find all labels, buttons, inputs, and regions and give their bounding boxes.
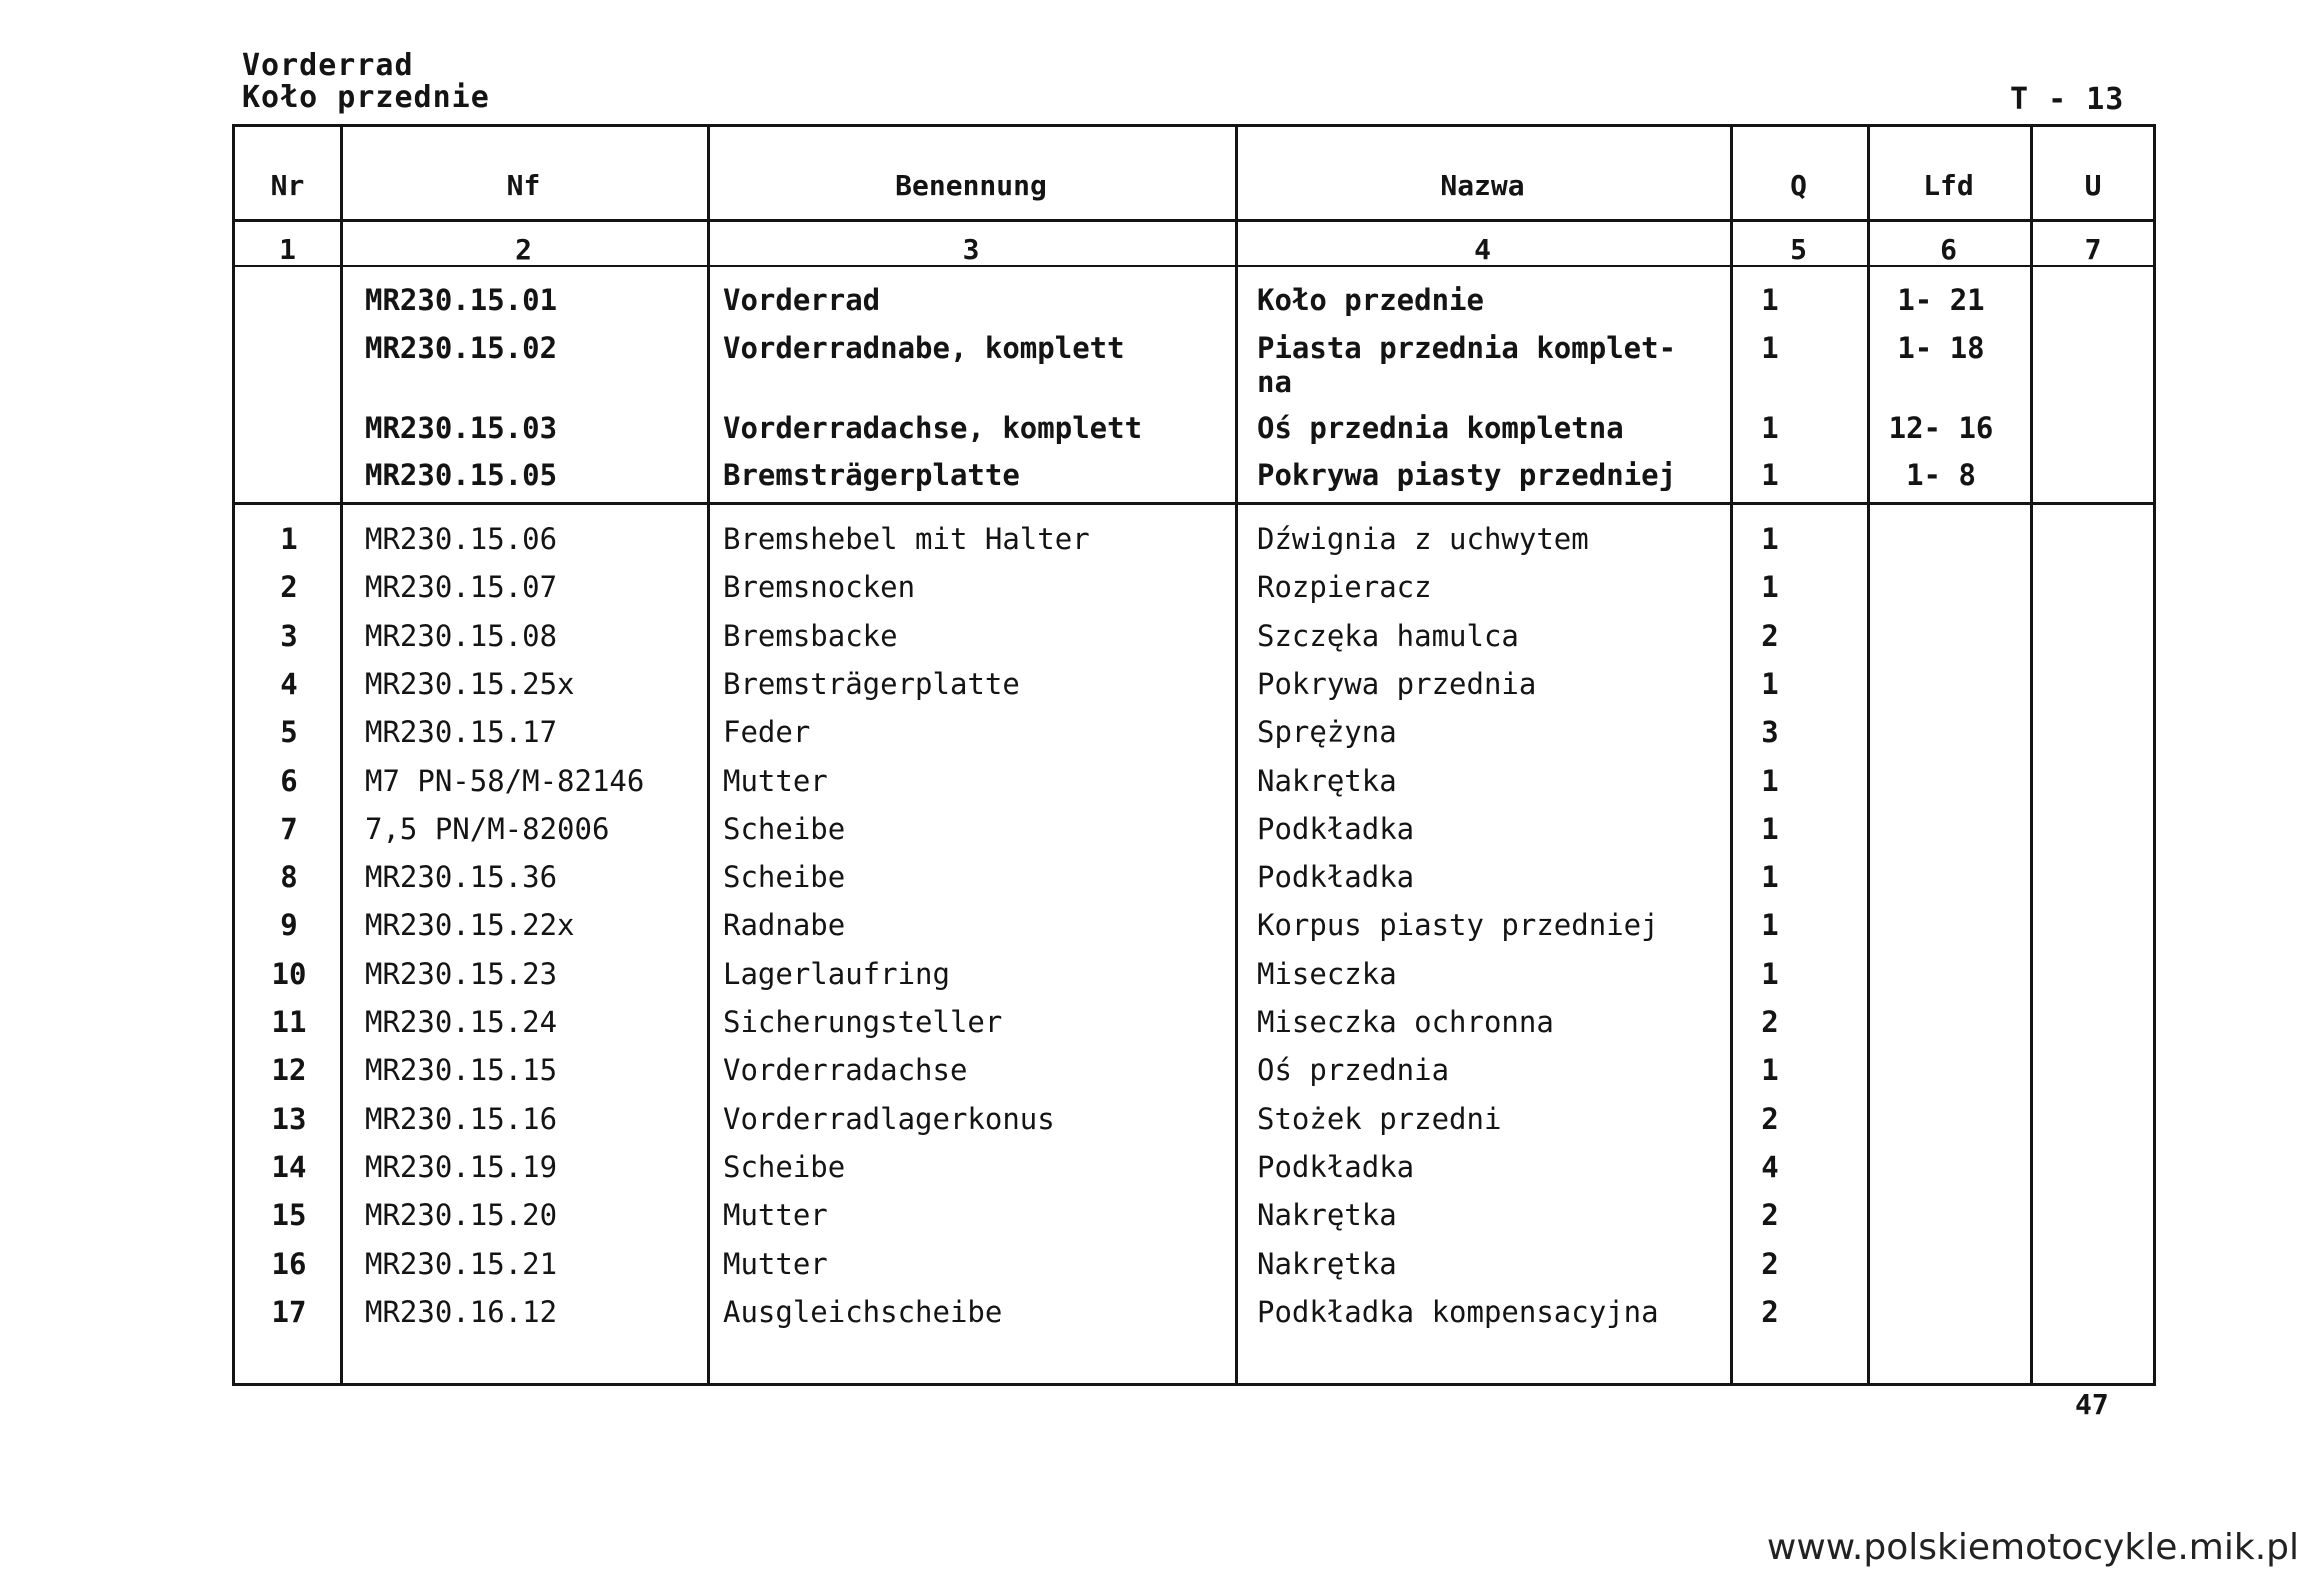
nr-cell: 11 [271,1005,307,1039]
nazwa-cell: Oś przednia [1257,1053,1450,1088]
page-number: 47 [2075,1388,2109,1421]
table-row [235,564,2153,610]
benennung-cell: Vorderrad [723,283,881,317]
q-cell: 2 [1761,1101,1779,1136]
nazwa-cell: Stożek przedni [1257,1101,1502,1136]
benennung-cell: Bremsnocken [723,570,916,605]
sheet-code: T - 13 [2010,82,2125,117]
benennung-cell: Bremsbacke [723,618,898,653]
lfd-cell: 1- 8 [1906,458,1976,492]
nr-cell: 17 [271,1294,307,1329]
nr-cell: 9 [280,908,298,943]
benennung-cell: Bremsträgerplatte [723,666,1020,701]
benennung-cell: Lagerlaufring [723,956,950,991]
nf-cell: MR230.15.36 [365,860,558,895]
table-row [235,1192,2153,1238]
benennung-cell: Sicherungsteller [723,1005,1003,1039]
table-row [235,613,2153,659]
table-row [235,854,2153,900]
table-row [235,405,2153,451]
nazwa-cell: Miseczka ochronna [1257,1005,1554,1039]
benennung-cell: Vorderradlagerkonus [723,1101,1055,1136]
benennung-cell: Vorderradnabe, komplett [723,331,1125,365]
nf-cell: MR230.15.24 [365,1005,558,1039]
nr-cell: 3 [280,618,298,653]
nr-cell: 8 [280,860,298,895]
table-row [235,806,2153,852]
nf-cell: MR230.15.23 [365,956,558,991]
table-row [235,999,2153,1045]
q-cell: 1 [1761,763,1779,798]
q-cell: 2 [1761,1246,1779,1281]
nazwa-cell: Pokrywa piasty przedniej [1257,458,1677,492]
lfd-cell: 12- 16 [1888,411,1994,445]
nr-cell: 1 [280,522,298,556]
nf-cell: 7,5 PN/M-82006 [365,811,610,846]
nazwa-cell: Sprężyna [1257,715,1397,750]
table-row [235,277,2153,323]
nr-cell: 12 [271,1053,307,1088]
nr-cell: 7 [280,811,298,846]
nf-cell: MR230.15.19 [365,1149,558,1184]
q-cell: 1 [1761,666,1779,701]
nf-cell: MR230.15.06 [365,522,558,556]
nazwa-cell: Miseczka [1257,956,1397,991]
q-cell: 1 [1761,956,1779,991]
benennung-cell: Scheibe [723,1149,846,1184]
table-row [235,661,2153,707]
benennung-cell: Vorderradachse, komplett [723,411,1143,445]
nazwa-cell: Rozpieracz [1257,570,1432,605]
table-row [235,1241,2153,1287]
nf-cell: MR230.15.15 [365,1053,558,1088]
q-cell: 4 [1761,1149,1779,1184]
title-german: Vorderrad [242,48,414,83]
nazwa-cell: Koło przednie [1257,283,1484,317]
nazwa-cell: Podkładka [1257,860,1415,895]
nf-cell: MR230.15.22x [365,908,575,943]
q-cell: 2 [1761,1005,1779,1039]
col-number: 5 [1790,233,1807,266]
nf-cell: MR230.15.25x [365,666,575,701]
q-cell: 1 [1761,908,1779,943]
col-number: 3 [962,233,980,266]
nazwa-cell: Podkładka [1257,811,1415,846]
table-row [235,951,2153,997]
benennung-cell: Bremshebel mit Halter [723,522,1090,556]
col-number: 6 [1940,233,1957,266]
nazwa-cell: Podkładka kompensacyjna [1257,1294,1659,1329]
nr-cell: 2 [280,570,298,605]
benennung-cell: Bremsträgerplatte [723,458,1020,492]
nazwa-cell-continued: na [1257,365,1292,399]
q-cell: 1 [1761,331,1779,365]
nf-cell: MR230.15.05 [365,458,558,492]
benennung-cell: Scheibe [723,811,846,846]
nf-cell: MR230.15.07 [365,570,558,605]
nr-cell: 5 [280,715,298,750]
nr-cell: 15 [271,1198,307,1233]
q-cell: 3 [1761,715,1779,750]
q-cell: 1 [1761,411,1779,445]
benennung-cell: Scheibe [723,860,846,895]
q-cell: 1 [1761,1053,1779,1088]
col-number: 4 [1474,233,1491,266]
table-row [235,709,2153,755]
col-header-nr: Nr [270,169,305,202]
nr-cell: 14 [271,1149,307,1184]
q-cell: 2 [1761,1198,1779,1233]
col-number: 7 [2084,233,2102,266]
table-row [235,1144,2153,1190]
table-row [235,1047,2153,1093]
table-row [235,1289,2153,1335]
nazwa-cell: Nakrętka [1257,1198,1397,1233]
table-row [235,452,2153,498]
nazwa-cell: Dźwignia z uchwytem [1257,522,1589,556]
parts-table [232,124,2156,1386]
nf-cell: MR230.15.17 [365,715,558,750]
benennung-cell: Radnabe [723,908,846,943]
nazwa-cell: Oś przednia kompletna [1257,411,1624,445]
q-cell: 1 [1761,283,1779,317]
q-cell: 2 [1761,1294,1779,1329]
col-number: 2 [515,233,532,266]
table-row [235,758,2153,804]
table-row [235,1096,2153,1142]
nf-cell: MR230.15.01 [365,283,558,317]
nr-cell: 6 [280,763,298,798]
q-cell: 1 [1761,458,1779,492]
benennung-cell: Vorderradachse [723,1053,968,1088]
col-header-q: Q [1790,169,1807,202]
nazwa-cell: Nakrętka [1257,763,1397,798]
nazwa-cell: Szczęka hamulca [1257,618,1519,653]
nf-cell: MR230.15.20 [365,1198,558,1233]
col-number: 1 [279,233,296,266]
nazwa-cell: Podkładka [1257,1149,1415,1184]
title-polish: Koło przednie [242,80,490,115]
q-cell: 1 [1761,570,1779,605]
nazwa-cell: Piasta przednia komplet- [1257,331,1677,365]
nf-cell: MR230.15.08 [365,618,558,653]
nf-cell: MR230.15.21 [365,1246,558,1281]
q-cell: 1 [1761,811,1779,846]
nr-cell: 13 [271,1101,307,1136]
benennung-cell: Mutter [723,763,828,798]
benennung-cell: Feder [723,715,811,750]
col-header-nazwa: Nazwa [1440,169,1525,202]
nr-cell: 10 [271,956,307,991]
benennung-cell: Mutter [723,1246,828,1281]
nf-cell: MR230.15.02 [365,331,558,365]
q-cell: 2 [1761,618,1779,653]
lfd-cell: 1- 21 [1897,283,1985,317]
nr-cell: 4 [280,666,298,701]
website-footer: www.polskiemotocykle.mik.pl [1766,1527,2299,1568]
nazwa-cell: Korpus piasty przedniej [1257,908,1659,943]
q-cell: 1 [1761,860,1779,895]
col-header-lfd: Lfd [1923,169,1974,202]
nr-cell: 16 [271,1246,307,1281]
table-row [235,516,2153,562]
q-cell: 1 [1761,522,1779,556]
lfd-cell: 1- 18 [1897,331,1985,365]
table-row [235,325,2153,399]
nf-cell: MR230.15.03 [365,411,558,445]
table-row [235,902,2153,948]
col-header-nf: Nf [506,169,541,202]
benennung-cell: Mutter [723,1198,828,1233]
nazwa-cell: Nakrętka [1257,1246,1397,1281]
col-header-u: U [2084,169,2102,202]
nf-cell: M7 PN-58/M-82146 [365,763,645,798]
benennung-cell: Ausgleichscheibe [723,1294,1003,1329]
nazwa-cell: Pokrywa przednia [1257,666,1537,701]
nf-cell: MR230.15.16 [365,1101,558,1136]
nf-cell: MR230.16.12 [365,1294,558,1329]
col-header-benennung: Benennung [895,169,1047,202]
